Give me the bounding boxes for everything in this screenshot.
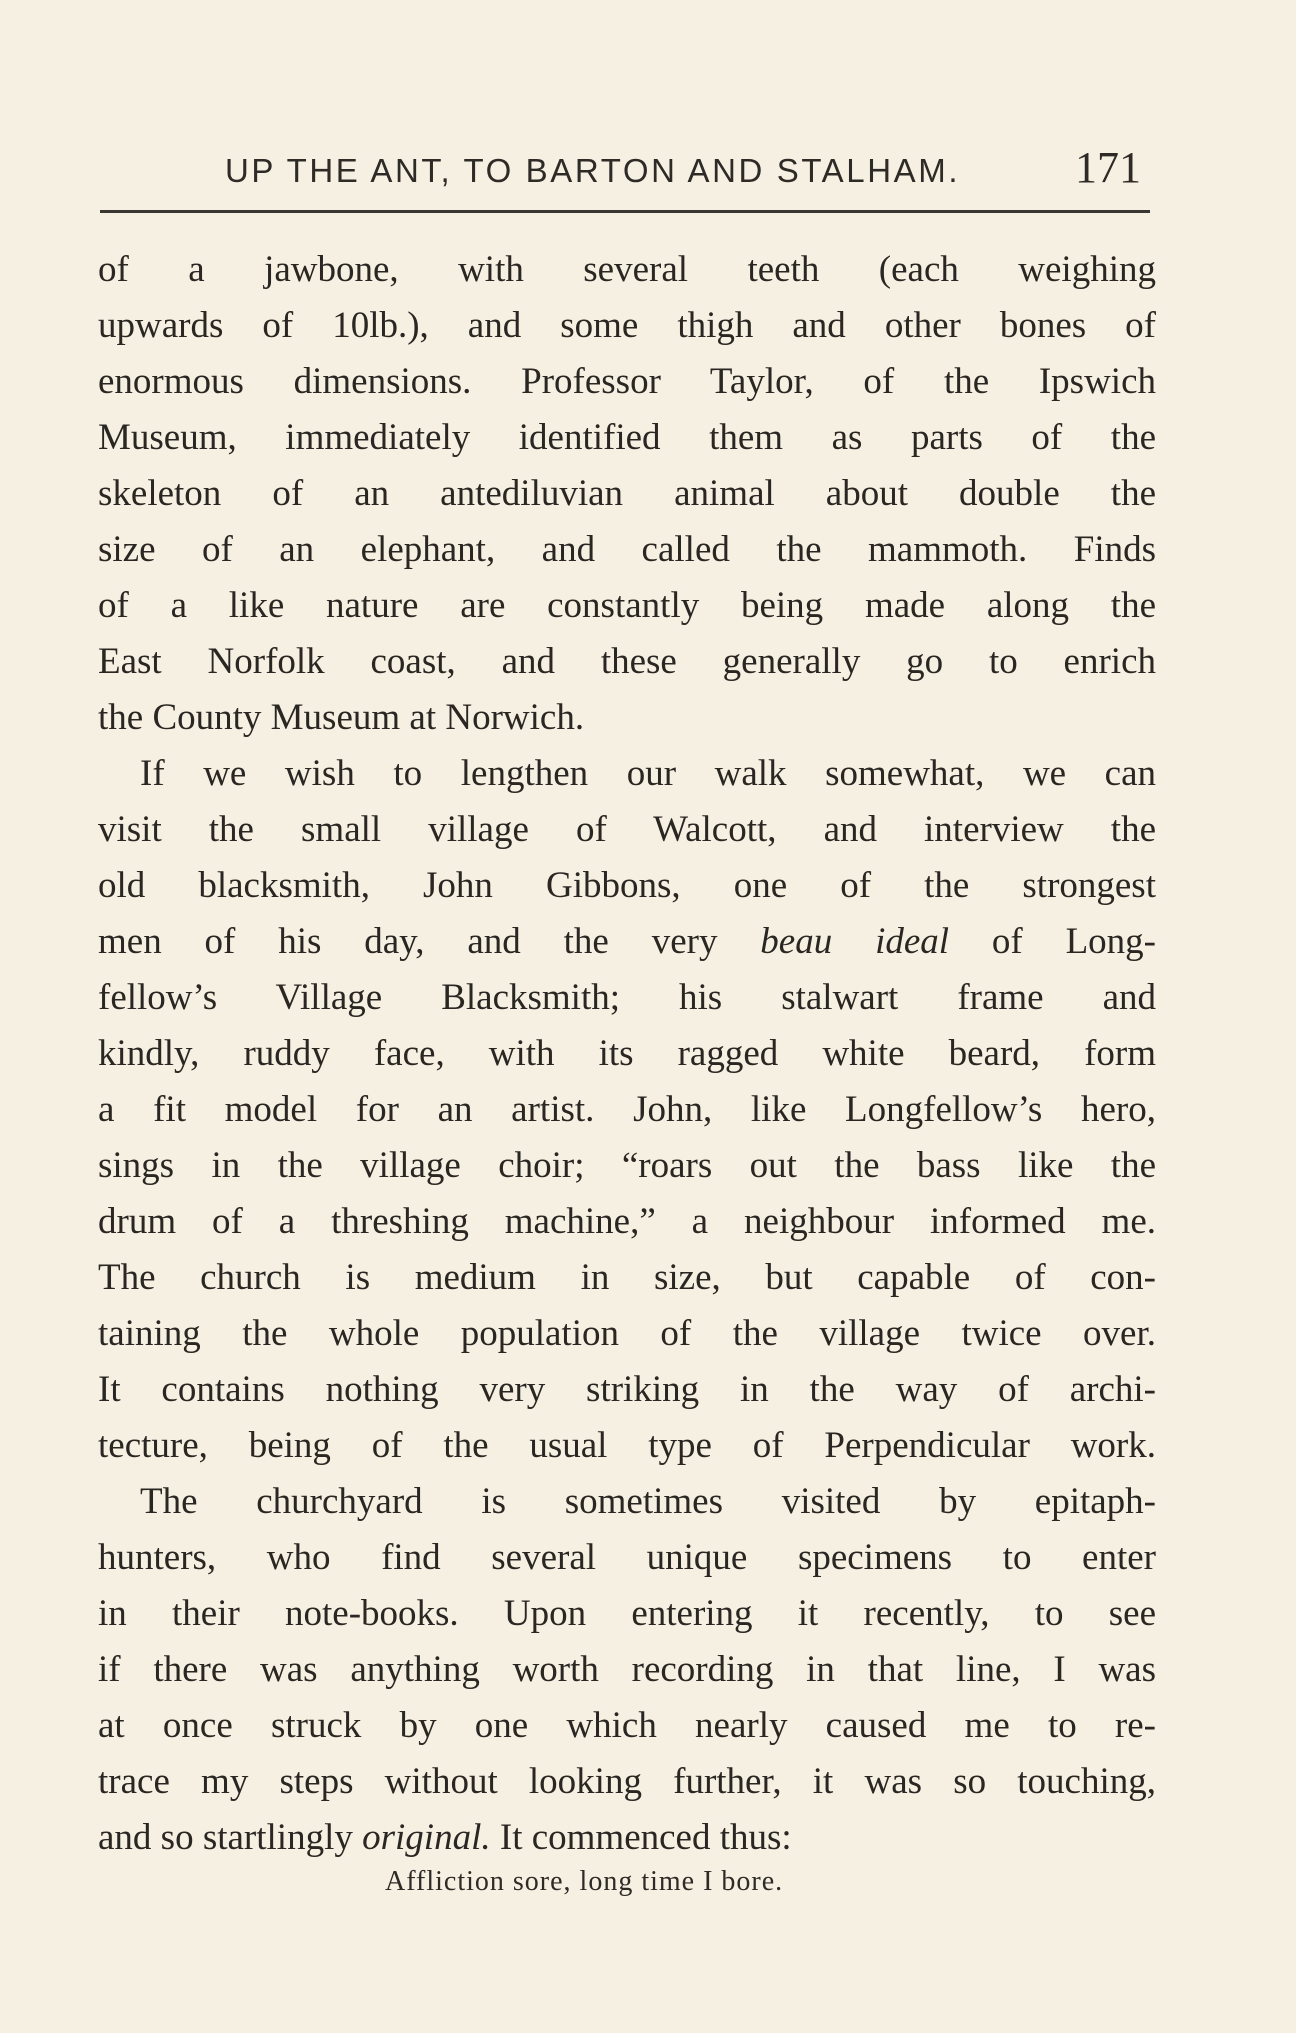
text-line: fellow’s Village Blacksmith; his stalwart frame and (98, 977, 1156, 1018)
italic-phrase: beau ideal (760, 921, 950, 962)
verse-line: Affliction sore, long time I bore. (385, 1866, 784, 1897)
text-line: the County Museum at Norwich. (98, 697, 585, 738)
body-text (98, 242, 1156, 1866)
text-line: taining the whole population of the village twice over. (98, 1313, 1156, 1354)
page-header (225, 138, 1145, 198)
text-line: in their note-books. Upon entering it recently, to see (98, 1593, 1156, 1634)
text-line: If we wish to lengthen our walk somewhat, we can (140, 753, 1156, 794)
text-line: Museum, immediately identified them as parts of the (98, 417, 1156, 458)
text-line: trace my steps without looking further, it was so touching, (98, 1761, 1156, 1802)
text-line: at once struck by one which nearly caused me to re- (98, 1705, 1156, 1746)
text-line: of a like nature are constantly being made along the (98, 585, 1156, 626)
text-line: It contains nothing very striking in the way of archi- (98, 1369, 1156, 1410)
text-line: a fit model for an artist. John, like Longfellow’s hero, (98, 1089, 1156, 1130)
text-line: The churchyard is sometimes visited by epitaph- (140, 1481, 1156, 1522)
text-line: of a jawbone, with several teeth (each weighing (98, 249, 1156, 290)
page-number: 171 (1075, 143, 1141, 192)
text-line: tecture, being of the usual type of Perpendicular work. (98, 1425, 1156, 1466)
text-line: drum of a threshing machine,” a neighbour informed me. (98, 1201, 1156, 1242)
text-line: old blacksmith, John Gibbons, one of the strongest (98, 865, 1156, 906)
text-line: if there was anything worth recording in that line, I was (98, 1649, 1156, 1690)
text-line: upwards of 10lb.), and some thigh and other bones of (98, 305, 1156, 346)
text-line: enormous dimensions. Professor Taylor, of the Ipswich (98, 361, 1156, 402)
text-line: men of his day, and the very beau ideal of Long- (98, 921, 1157, 962)
text-line: The church is medium in size, but capable of con- (98, 1257, 1156, 1298)
text-line: and so startlingly original. It commenced thus: (98, 1817, 792, 1858)
text-line: hunters, who find several unique specimens to enter (98, 1537, 1156, 1578)
text-line: skeleton of an antediluvian animal about double the (98, 473, 1156, 514)
text-line: kindly, ruddy face, with its ragged white beard, form (98, 1033, 1156, 1074)
header-rule (100, 210, 1150, 213)
text-line: size of an elephant, and called the mammoth. Finds (98, 529, 1156, 570)
text-line: visit the small village of Walcott, and interview the (98, 809, 1156, 850)
italic-phrase: original. (362, 1817, 491, 1858)
running-head: UP THE ANT, TO BARTON AND STALHAM. (225, 152, 961, 189)
text-line: East Norfolk coast, and these generally go to enrich (98, 641, 1156, 682)
text-line: sings in the village choir; “roars out the bass like the (98, 1145, 1156, 1186)
